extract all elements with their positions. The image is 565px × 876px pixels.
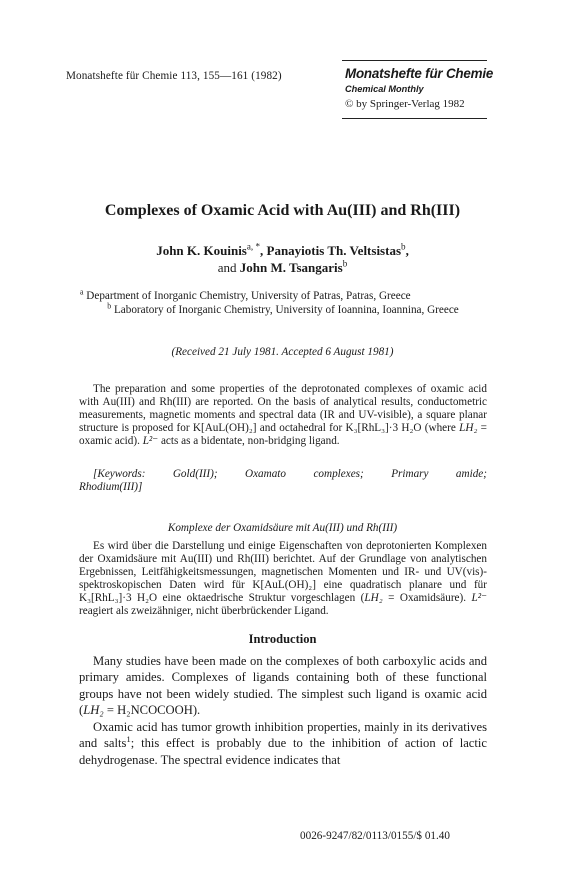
abstract: The preparation and some properties of the deprotonated complexes of oxamic acid with Au(III) and Rh(III) are reported. On the basis of analytical results, conductometric measurements, magnetic moments and spectral data (IR and UV-visible), a square planar structure is proposed for K[AuL(OH)₂] and octahedral for K₃[RhL₃]·3 H₂O (where LH₂ = oxamic acid). L²⁻ acts as a bidentate, non-bridging ligand. <box>79 383 487 447</box>
header-rule-bottom <box>342 118 487 119</box>
keywords: [Keywords: Gold(III); Oxamato complexes; Primary amide; Rhodium(III)] <box>79 468 487 493</box>
german-title: Komplexe der Oxamidsäure mit Au(III) und Rh(III) <box>167 522 398 534</box>
author-3-affil: b <box>342 258 348 269</box>
german-abstract: Es wird über die Darstellung und einige Eigenschaften von deprotonierten Komplexen der Oxamidsäure mit Au(III) und Rh(III) berichtet. Auf der Grundlage von analytischen Ergebnissen, Leitfähigkeitsmessungen, magnetischen Momenten und IR- und UV(vis)-spektroskopischen Daten wird für K[AuL(OH)₂] eine quadratisch planare und für K₃[RhL₃]·3 H₂O eine oktaedrische Struktur vorgeschlagen (LH₂ = Oxamidsäure). L²⁻ reagiert als zweizähniger, nicht überbrückender Ligand. <box>79 540 487 617</box>
journal-subtitle: Chemical Monthly <box>345 84 424 94</box>
author-and: and <box>217 260 240 275</box>
reference-marker: 1 <box>126 734 131 745</box>
header-rule-top <box>342 60 487 61</box>
author-1-affil: a, * <box>246 241 261 252</box>
intro-paragraph-2: Oxamic acid has tumor growth inhibition properties, mainly in its derivatives and salts$^1$; this effect is probably due to the inhibition of action of lactic dehydrogenase. The spectral evidence indicates that <box>79 720 487 767</box>
section-heading-introduction: Introduction <box>248 632 317 646</box>
author-2-affil: b <box>401 241 406 252</box>
citation-line: Monatshefte für Chemie 113, 155—161 (1982) <box>66 70 282 82</box>
intro-paragraph-1: Many studies have been made on the complexes of both carboxylic acids and primary amides. Complexes of ligands containing both of these functional groups have not been widely studied. The simplest such ligand is oxamic acid (LH₂ = H₂NCOCOOH). <box>79 654 487 718</box>
paper-title: Complexes of Oxamic Acid with Au(III) and Rh(III) <box>104 202 461 219</box>
author-2: Panayiotis Th. Veltsistas <box>266 243 402 258</box>
received-dates: (Received 21 July 1981. Accepted 6 August 1981) <box>171 346 394 358</box>
doi-code: 0026-9247/82/0113/0155/$ 01.40 <box>300 830 450 842</box>
journal-name: Monatshefte für Chemie <box>345 66 494 81</box>
affiliation-a: $^a$ Department of Inorganic Chemistry, University of Patras, Patras, Greece <box>80 287 411 302</box>
author-1: John K. Kouinis <box>156 243 247 258</box>
copyright-line: © by Springer-Verlag 1982 <box>345 98 465 110</box>
author-list: John K. Kouinis$^{a, *}$, Panayiotis Th. Veltsistas$^b$, and John M. Tsangaris$^b$ <box>156 241 409 275</box>
affiliation-b: $^b$ Laboratory of Inorganic Chemistry, University of Ioannina, Ioannina, Greece <box>107 301 459 316</box>
author-3: John M. Tsangaris <box>239 260 343 275</box>
